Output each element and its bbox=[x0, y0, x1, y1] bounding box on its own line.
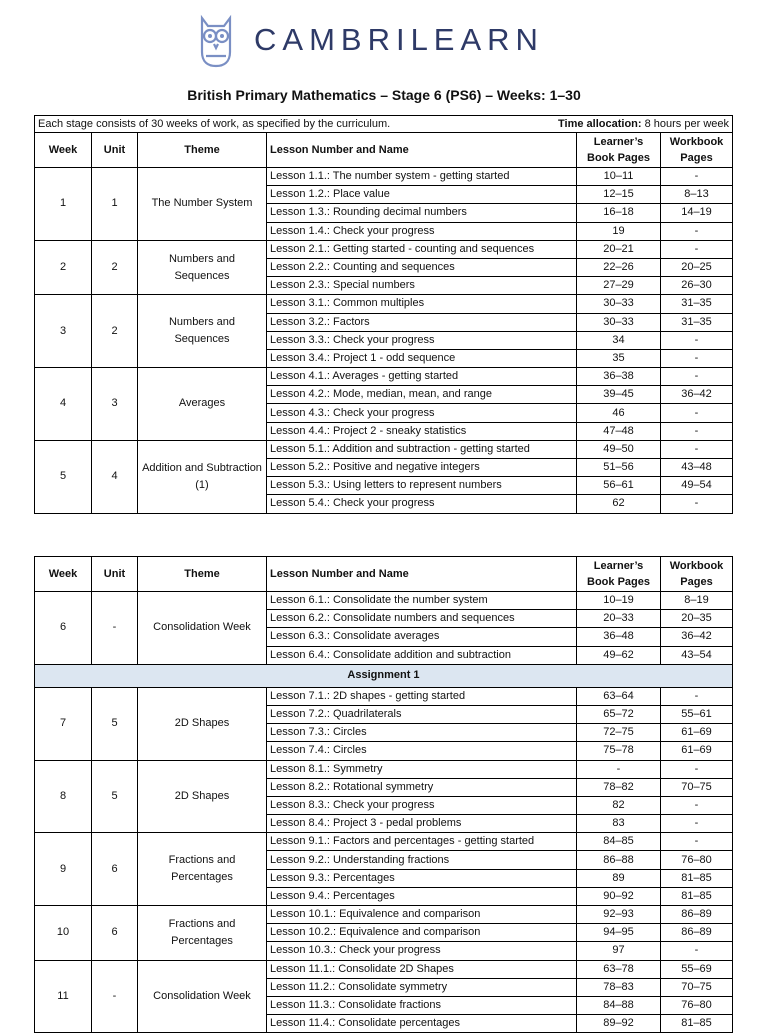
workbook-pages-cell: 36–42 bbox=[661, 628, 733, 646]
book-pages-cell: 63–78 bbox=[577, 960, 661, 978]
lesson-cell: Lesson 5.4.: Check your progress bbox=[267, 495, 577, 513]
unit-cell: 5 bbox=[92, 687, 138, 760]
week-cell: 1 bbox=[35, 168, 92, 241]
book-pages-cell: 84–88 bbox=[577, 996, 661, 1014]
table-row bbox=[35, 833, 733, 851]
lesson-cell: Lesson 1.2.: Place value bbox=[267, 186, 577, 204]
lesson-cell: Lesson 10.3.: Check your progress bbox=[267, 942, 577, 960]
lesson-cell: Lesson 9.1.: Factors and percentages - getting started bbox=[267, 833, 577, 851]
info-row bbox=[35, 116, 733, 133]
week-cell: 5 bbox=[35, 440, 92, 513]
lesson-cell: Lesson 1.3.: Rounding decimal numbers bbox=[267, 204, 577, 222]
workbook-pages-cell: 31–35 bbox=[661, 295, 733, 313]
book-pages-cell: 62 bbox=[577, 495, 661, 513]
lesson-cell: Lesson 3.2.: Factors bbox=[267, 313, 577, 331]
workbook-pages-cell: 8–19 bbox=[661, 592, 733, 610]
book-pages-cell: 49–62 bbox=[577, 646, 661, 664]
week-cell: 7 bbox=[35, 687, 92, 760]
theme-cell: Fractions and Percentages bbox=[138, 906, 267, 961]
lesson-cell: Lesson 9.3.: Percentages bbox=[267, 869, 577, 887]
lesson-cell: Lesson 11.4.: Consolidate percentages bbox=[267, 1015, 577, 1033]
unit-cell: 4 bbox=[92, 440, 138, 513]
header-row bbox=[35, 557, 733, 592]
table-row bbox=[35, 240, 733, 258]
workbook-pages-cell: - bbox=[661, 404, 733, 422]
book-pages-cell: 65–72 bbox=[577, 705, 661, 723]
lesson-cell: Lesson 4.2.: Mode, median, mean, and range bbox=[267, 386, 577, 404]
lesson-cell: Lesson 7.4.: Circles bbox=[267, 742, 577, 760]
lesson-cell: Lesson 7.3.: Circles bbox=[267, 724, 577, 742]
book-pages-cell: 94–95 bbox=[577, 924, 661, 942]
book-pages-cell: 16–18 bbox=[577, 204, 661, 222]
lesson-cell: Lesson 5.3.: Using letters to represent numbers bbox=[267, 477, 577, 495]
week-cell: 3 bbox=[35, 295, 92, 368]
page-title: British Primary Mathematics – Stage 6 (PS6) – Weeks: 1–30 bbox=[187, 87, 581, 103]
lesson-cell: Lesson 4.3.: Check your progress bbox=[267, 404, 577, 422]
lesson-cell: Lesson 6.2.: Consolidate numbers and sequences bbox=[267, 610, 577, 628]
book-pages-cell: 36–48 bbox=[577, 628, 661, 646]
book-pages-cell: 51–56 bbox=[577, 459, 661, 477]
theme-header: Theme bbox=[138, 133, 267, 168]
workbook-header-line1: Workbook bbox=[669, 560, 724, 572]
workbook-header-line2: Pages bbox=[680, 152, 713, 164]
lesson-cell: Lesson 2.3.: Special numbers bbox=[267, 277, 577, 295]
lesson-cell: Lesson 10.1.: Equivalence and comparison bbox=[267, 906, 577, 924]
lesson-header: Lesson Number and Name bbox=[267, 557, 577, 592]
book-pages-cell: 22–26 bbox=[577, 258, 661, 276]
workbook-pages-cell: 43–54 bbox=[661, 646, 733, 664]
book-pages-cell: 78–83 bbox=[577, 978, 661, 996]
week-cell: 10 bbox=[35, 906, 92, 961]
week-header: Week bbox=[35, 557, 92, 592]
table-row bbox=[35, 592, 733, 610]
brand-name: CAMBRILEARN bbox=[254, 22, 544, 57]
unit-cell: 1 bbox=[92, 168, 138, 241]
unit-cell: - bbox=[92, 592, 138, 665]
book-pages-cell: 92–93 bbox=[577, 906, 661, 924]
lesson-cell: Lesson 6.3.: Consolidate averages bbox=[267, 628, 577, 646]
workbook-pages-cell: - bbox=[661, 368, 733, 386]
workbook-pages-cell: 81–85 bbox=[661, 869, 733, 887]
book-pages-cell: 46 bbox=[577, 404, 661, 422]
workbook-pages-cell: 81–85 bbox=[661, 1015, 733, 1033]
workbook-pages-cell: - bbox=[661, 240, 733, 258]
workbook-pages-cell: - bbox=[661, 760, 733, 778]
workbook-pages-cell: - bbox=[661, 440, 733, 458]
workbook-pages-cell: - bbox=[661, 168, 733, 186]
lesson-cell: Lesson 9.2.: Understanding fractions bbox=[267, 851, 577, 869]
book-pages-cell: 27–29 bbox=[577, 277, 661, 295]
unit-cell: - bbox=[92, 960, 138, 1033]
workbook-pages-cell: - bbox=[661, 815, 733, 833]
lesson-cell: Lesson 6.4.: Consolidate addition and subtraction bbox=[267, 646, 577, 664]
lesson-cell: Lesson 5.1.: Addition and subtraction - getting started bbox=[267, 440, 577, 458]
lesson-cell: Lesson 8.3.: Check your progress bbox=[267, 796, 577, 814]
workbook-pages-cell: - bbox=[661, 833, 733, 851]
book-pages-cell: 63–64 bbox=[577, 687, 661, 705]
theme-cell: Consolidation Week bbox=[138, 592, 267, 665]
book-header-line1: Learner’s bbox=[593, 136, 644, 148]
book-pages-cell: 78–82 bbox=[577, 778, 661, 796]
week-cell: 11 bbox=[35, 960, 92, 1033]
week-cell: 8 bbox=[35, 760, 92, 833]
lesson-cell: Lesson 11.1.: Consolidate 2D Shapes bbox=[267, 960, 577, 978]
theme-cell: The Number System bbox=[138, 168, 267, 241]
workbook-pages-cell: - bbox=[661, 796, 733, 814]
book-pages-cell: 83 bbox=[577, 815, 661, 833]
lesson-cell: Lesson 1.4.: Check your progress bbox=[267, 222, 577, 240]
theme-cell: Addition and Subtraction (1) bbox=[138, 440, 267, 513]
lesson-cell: Lesson 10.2.: Equivalence and comparison bbox=[267, 924, 577, 942]
workbook-pages-cell: 70–75 bbox=[661, 778, 733, 796]
table-row bbox=[35, 168, 733, 186]
lesson-cell: Lesson 5.2.: Positive and negative integers bbox=[267, 459, 577, 477]
workbook-pages-cell: - bbox=[661, 349, 733, 367]
lesson-cell: Lesson 6.1.: Consolidate the number system bbox=[267, 592, 577, 610]
workbook-pages-cell: 86–89 bbox=[661, 906, 733, 924]
book-pages-cell: 39–45 bbox=[577, 386, 661, 404]
table-row bbox=[35, 687, 733, 705]
book-pages-cell: 35 bbox=[577, 349, 661, 367]
workbook-pages-cell: 61–69 bbox=[661, 742, 733, 760]
week-cell: 9 bbox=[35, 833, 92, 906]
assignment-row bbox=[35, 664, 733, 687]
week-cell: 4 bbox=[35, 368, 92, 441]
book-pages-cell: 19 bbox=[577, 222, 661, 240]
workbook-pages-cell: 36–42 bbox=[661, 386, 733, 404]
book-pages-cell: 72–75 bbox=[577, 724, 661, 742]
table-row bbox=[35, 368, 733, 386]
workbook-pages-cell: 31–35 bbox=[661, 313, 733, 331]
theme-cell: Averages bbox=[138, 368, 267, 441]
book-pages-cell: 34 bbox=[577, 331, 661, 349]
time-allocation-label: Time allocation: bbox=[558, 117, 642, 130]
week-cell: 6 bbox=[35, 592, 92, 665]
lesson-cell: Lesson 11.2.: Consolidate symmetry bbox=[267, 978, 577, 996]
workbook-pages-cell: 70–75 bbox=[661, 978, 733, 996]
table-row bbox=[35, 906, 733, 924]
book-pages-header bbox=[577, 133, 661, 168]
workbook-header-line1: Workbook bbox=[669, 136, 724, 148]
table-row bbox=[35, 440, 733, 458]
workbook-header-line2: Pages bbox=[680, 576, 713, 588]
workbook-pages-cell: 81–85 bbox=[661, 887, 733, 905]
lesson-cell: Lesson 8.4.: Project 3 - pedal problems bbox=[267, 815, 577, 833]
table-row bbox=[35, 960, 733, 978]
theme-cell: Numbers and Sequences bbox=[138, 240, 267, 295]
unit-header: Unit bbox=[92, 133, 138, 168]
table-row bbox=[35, 760, 733, 778]
lesson-cell: Lesson 11.3.: Consolidate fractions bbox=[267, 996, 577, 1014]
lesson-cell: Lesson 2.2.: Counting and sequences bbox=[267, 258, 577, 276]
theme-cell: Consolidation Week bbox=[138, 960, 267, 1033]
workbook-pages-cell: 61–69 bbox=[661, 724, 733, 742]
book-pages-cell: 75–78 bbox=[577, 742, 661, 760]
workbook-pages-cell: - bbox=[661, 222, 733, 240]
book-pages-cell: 56–61 bbox=[577, 477, 661, 495]
book-pages-cell: - bbox=[577, 760, 661, 778]
book-pages-cell: 30–33 bbox=[577, 313, 661, 331]
book-pages-cell: 84–85 bbox=[577, 833, 661, 851]
theme-cell: 2D Shapes bbox=[138, 687, 267, 760]
book-pages-cell: 20–21 bbox=[577, 240, 661, 258]
unit-header: Unit bbox=[92, 557, 138, 592]
workbook-pages-header bbox=[661, 133, 733, 168]
lesson-cell: Lesson 4.1.: Averages - getting started bbox=[267, 368, 577, 386]
lesson-cell: Lesson 3.1.: Common multiples bbox=[267, 295, 577, 313]
week-header: Week bbox=[35, 133, 92, 168]
lesson-cell: Lesson 8.2.: Rotational symmetry bbox=[267, 778, 577, 796]
theme-header: Theme bbox=[138, 557, 267, 592]
workbook-pages-cell: 76–80 bbox=[661, 851, 733, 869]
workbook-pages-cell: - bbox=[661, 331, 733, 349]
unit-cell: 2 bbox=[92, 295, 138, 368]
lesson-cell: Lesson 9.4.: Percentages bbox=[267, 887, 577, 905]
book-pages-cell: 10–19 bbox=[577, 592, 661, 610]
book-pages-cell: 12–15 bbox=[577, 186, 661, 204]
workbook-pages-cell: - bbox=[661, 687, 733, 705]
week-cell: 2 bbox=[35, 240, 92, 295]
book-pages-cell: 20–33 bbox=[577, 610, 661, 628]
book-pages-cell: 47–48 bbox=[577, 422, 661, 440]
theme-cell: 2D Shapes bbox=[138, 760, 267, 833]
book-pages-header bbox=[577, 557, 661, 592]
table-row bbox=[35, 295, 733, 313]
book-header-line1: Learner’s bbox=[593, 560, 644, 572]
owl-icon bbox=[196, 12, 236, 68]
lesson-cell: Lesson 7.2.: Quadrilaterals bbox=[267, 705, 577, 723]
workbook-pages-cell: 76–80 bbox=[661, 996, 733, 1014]
workbook-pages-cell: 26–30 bbox=[661, 277, 733, 295]
lesson-cell: Lesson 3.3.: Check your progress bbox=[267, 331, 577, 349]
lesson-cell: Lesson 8.1.: Symmetry bbox=[267, 760, 577, 778]
book-pages-cell: 82 bbox=[577, 796, 661, 814]
lesson-header: Lesson Number and Name bbox=[267, 133, 577, 168]
book-pages-cell: 49–50 bbox=[577, 440, 661, 458]
lesson-cell: Lesson 2.1.: Getting started - counting and sequences bbox=[267, 240, 577, 258]
workbook-pages-header bbox=[661, 557, 733, 592]
workbook-pages-cell: 49–54 bbox=[661, 477, 733, 495]
brand-logo bbox=[196, 12, 544, 68]
theme-cell: Numbers and Sequences bbox=[138, 295, 267, 368]
workbook-pages-cell: - bbox=[661, 942, 733, 960]
book-header-line2: Book Pages bbox=[587, 152, 650, 164]
book-pages-cell: 10–11 bbox=[577, 168, 661, 186]
workbook-pages-cell: 55–61 bbox=[661, 705, 733, 723]
book-pages-cell: 89 bbox=[577, 869, 661, 887]
unit-cell: 3 bbox=[92, 368, 138, 441]
schedule-table-2 bbox=[34, 556, 733, 1033]
book-pages-cell: 90–92 bbox=[577, 887, 661, 905]
time-allocation bbox=[558, 118, 729, 131]
lesson-cell: Lesson 7.1.: 2D shapes - getting started bbox=[267, 687, 577, 705]
workbook-pages-cell: - bbox=[661, 422, 733, 440]
workbook-pages-cell: 55–69 bbox=[661, 960, 733, 978]
lesson-cell: Lesson 4.4.: Project 2 - sneaky statistics bbox=[267, 422, 577, 440]
workbook-pages-cell: 43–48 bbox=[661, 459, 733, 477]
book-pages-cell: 97 bbox=[577, 942, 661, 960]
unit-cell: 5 bbox=[92, 760, 138, 833]
workbook-pages-cell: 20–35 bbox=[661, 610, 733, 628]
time-allocation-value: 8 hours per week bbox=[641, 117, 729, 130]
unit-cell: 6 bbox=[92, 906, 138, 961]
schedule-table-1 bbox=[34, 115, 733, 514]
theme-cell: Fractions and Percentages bbox=[138, 833, 267, 906]
header-row bbox=[35, 133, 733, 168]
lesson-cell: Lesson 3.4.: Project 1 - odd sequence bbox=[267, 349, 577, 367]
unit-cell: 2 bbox=[92, 240, 138, 295]
workbook-pages-cell: 20–25 bbox=[661, 258, 733, 276]
book-pages-cell: 36–38 bbox=[577, 368, 661, 386]
workbook-pages-cell: - bbox=[661, 495, 733, 513]
workbook-pages-cell: 8–13 bbox=[661, 186, 733, 204]
info-text: Each stage consists of 30 weeks of work, as specified by the curriculum. bbox=[38, 117, 391, 130]
workbook-pages-cell: 14–19 bbox=[661, 204, 733, 222]
book-pages-cell: 30–33 bbox=[577, 295, 661, 313]
lesson-cell: Lesson 1.1.: The number system - getting started bbox=[267, 168, 577, 186]
unit-cell: 6 bbox=[92, 833, 138, 906]
book-pages-cell: 89–92 bbox=[577, 1015, 661, 1033]
assignment-label: Assignment 1 bbox=[35, 664, 733, 687]
workbook-pages-cell: 86–89 bbox=[661, 924, 733, 942]
book-pages-cell: 86–88 bbox=[577, 851, 661, 869]
book-header-line2: Book Pages bbox=[587, 576, 650, 588]
